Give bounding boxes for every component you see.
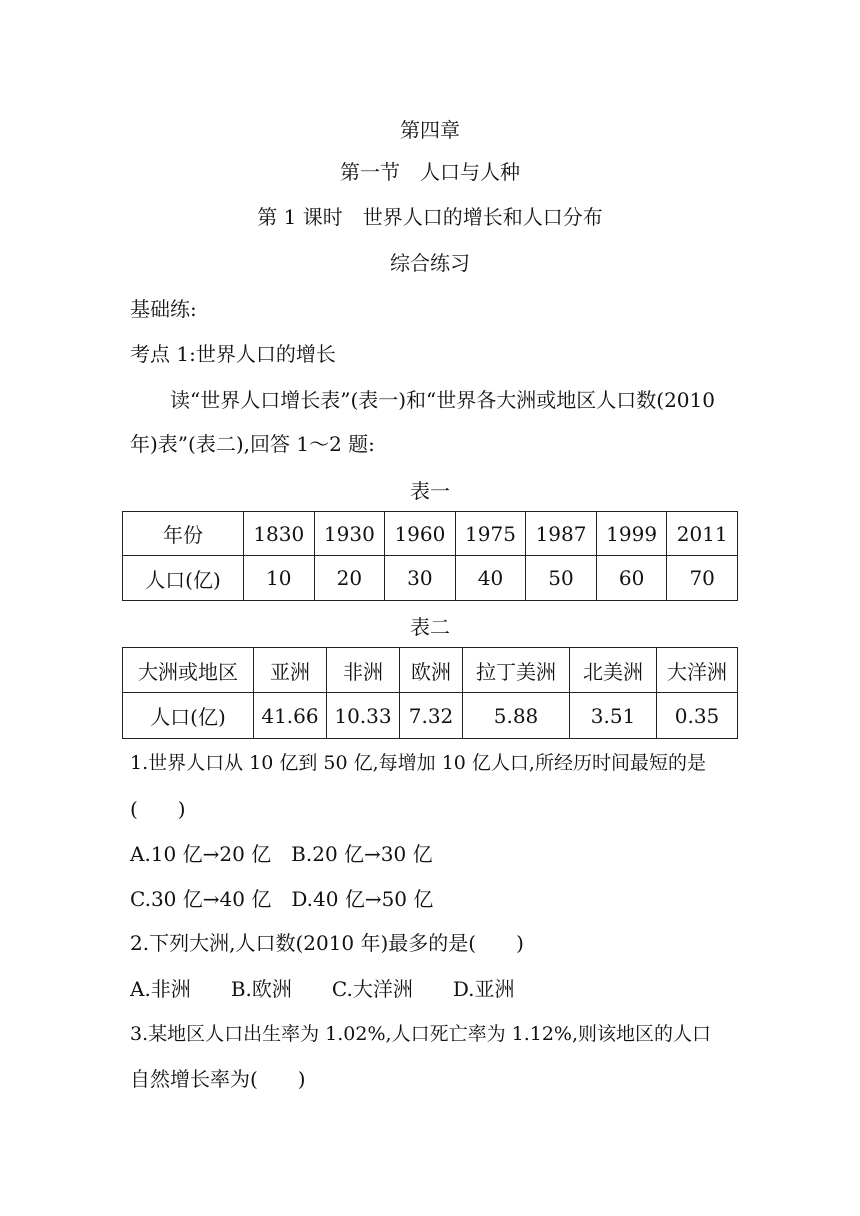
question-1-stem: 1.世界人口从 10 亿到 50 亿,每增加 10 亿人口,所经历时间最短的是	[130, 752, 706, 774]
table1-year: 1830	[244, 512, 315, 556]
table1-caption: 表一	[410, 479, 450, 503]
table1-value: 70	[667, 556, 738, 601]
basic-practice-label: 基础练:	[130, 297, 197, 321]
table2-caption: 表二	[410, 615, 450, 639]
question-1-blank: ( )	[130, 797, 186, 821]
section-title: 第一节 人口与人种	[340, 160, 520, 184]
table2-region-row	[123, 648, 738, 693]
table2-value: 3.51	[570, 693, 657, 739]
table1-year: 1975	[455, 512, 526, 556]
continent-population-table	[122, 647, 738, 739]
question-3-stem-continued: 自然增长率为( )	[130, 1067, 306, 1091]
table1-row-label: 人口(亿)	[123, 556, 244, 601]
table2-value: 41.66	[254, 693, 327, 739]
exercise-title: 综合练习	[390, 251, 470, 275]
table1-value: 30	[385, 556, 456, 601]
table1-value: 10	[244, 556, 315, 601]
q2-option-d: D.亚洲	[452, 977, 515, 1001]
question-2-options	[130, 977, 740, 1001]
table2-header-label: 大洲或地区	[123, 648, 254, 693]
table2-value: 5.88	[463, 693, 570, 739]
q2-option-c: C.大洋洲	[331, 977, 413, 1001]
lesson-title: 第 1 课时 世界人口的增长和人口分布	[257, 205, 603, 229]
question-1-options-row-1	[130, 842, 740, 866]
q1-option-a: A.10 亿→20 亿	[130, 842, 272, 866]
table1-value: 60	[596, 556, 667, 601]
question-3-stem: 3.某地区人口出生率为 1.02%,人口死亡率为 1.12%,则该地区的人口	[130, 1023, 712, 1045]
table2-region: 大洋洲	[657, 648, 738, 693]
intro-line-2: 年)表”(表二),回答 1～2 题:	[130, 432, 375, 456]
table1-year-row	[123, 512, 738, 556]
topic-heading: 考点 1:世界人口的增长	[130, 342, 336, 366]
table2-value: 7.32	[400, 693, 463, 739]
table2-region: 北美洲	[570, 648, 657, 693]
table1-population-row	[123, 556, 738, 601]
table2-value: 10.33	[327, 693, 400, 739]
question-2-stem: 2.下列大洲,人口数(2010 年)最多的是( )	[130, 931, 524, 955]
table1-year: 1987	[526, 512, 597, 556]
q1-option-d: D.40 亿→50 亿	[291, 887, 434, 911]
table1-year: 1999	[596, 512, 667, 556]
q2-option-a: A.非洲	[130, 977, 191, 1001]
table2-row-label: 人口(亿)	[123, 693, 254, 739]
population-growth-table	[122, 511, 738, 601]
table2-region: 拉丁美洲	[463, 648, 570, 693]
table2-region: 欧洲	[400, 648, 463, 693]
question-1-options-row-2	[130, 887, 740, 911]
table1-value: 50	[526, 556, 597, 601]
table1-year: 1960	[385, 512, 456, 556]
q1-option-c: C.30 亿→40 亿	[130, 887, 272, 911]
table1-year: 2011	[667, 512, 738, 556]
table2-region: 非洲	[327, 648, 400, 693]
table1-header-label: 年份	[123, 512, 244, 556]
table1-year: 1930	[314, 512, 385, 556]
table1-value: 40	[455, 556, 526, 601]
q2-option-b: B.欧洲	[230, 977, 292, 1001]
table2-population-row	[123, 693, 738, 739]
table1-value: 20	[314, 556, 385, 601]
q1-option-b: B.20 亿→30 亿	[291, 842, 433, 866]
intro-line-1: 读“世界人口增长表”(表一)和“世界各大洲或地区人口数(2010	[170, 388, 715, 412]
table2-value: 0.35	[657, 693, 738, 739]
table2-region: 亚洲	[254, 648, 327, 693]
chapter-title: 第四章	[400, 118, 460, 142]
